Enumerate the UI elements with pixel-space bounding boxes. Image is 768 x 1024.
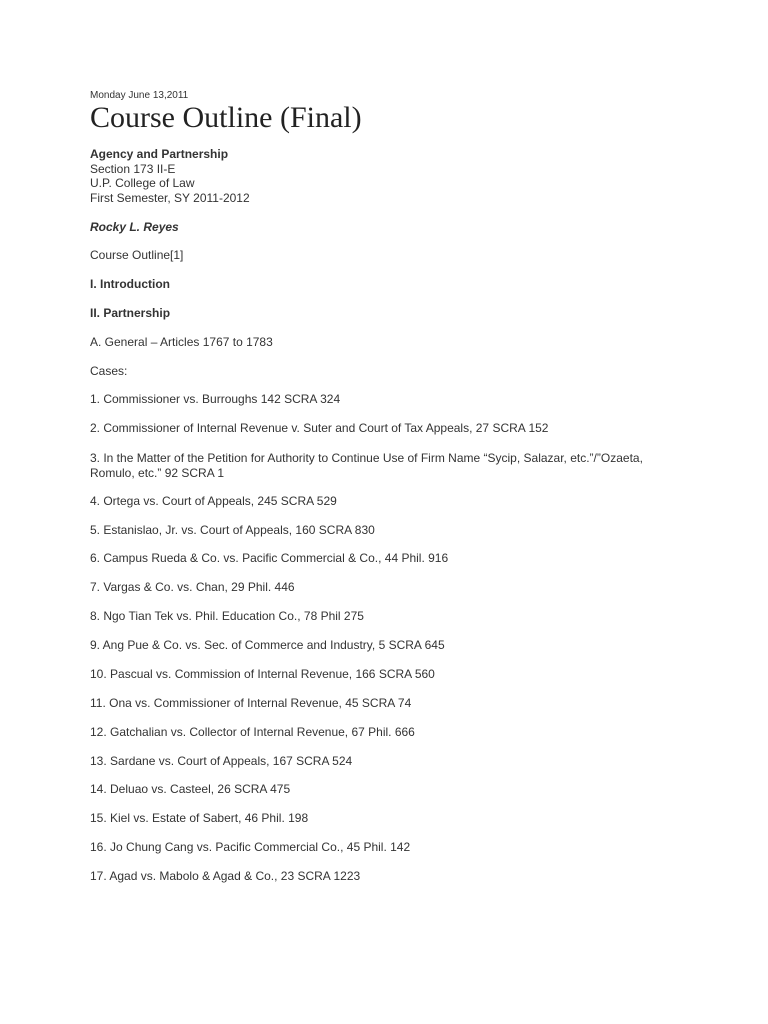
section-heading-partnership: II. Partnership bbox=[90, 306, 171, 320]
course-header bbox=[90, 147, 250, 205]
course-semester: First Semester, SY 2011-2012 bbox=[90, 190, 250, 205]
case-item: 1. Commissioner vs. Burroughs 142 SCRA 324 bbox=[90, 392, 341, 406]
course-name: Agency and Partnership bbox=[90, 147, 229, 161]
case-item: 11. Ona vs. Commissioner of Internal Revenue, 45 SCRA 74 bbox=[90, 696, 412, 710]
document-date: Monday June 13,2011 bbox=[90, 90, 189, 101]
case-item: 16. Jo Chung Cang vs. Pacific Commercial Co., 45 Phil. 142 bbox=[90, 840, 411, 854]
course-school: U.P. College of Law bbox=[90, 176, 195, 190]
case-item: 8. Ngo Tian Tek vs. Phil. Education Co., 78 Phil 275 bbox=[90, 609, 364, 623]
professor-name: Rocky L. Reyes bbox=[90, 220, 179, 234]
document-title: Course Outline (Final) bbox=[90, 101, 362, 134]
case-item: 4. Ortega vs. Court of Appeals, 245 SCRA 529 bbox=[90, 494, 337, 508]
case-item: 10. Pascual vs. Commission of Internal Revenue, 166 SCRA 560 bbox=[90, 667, 435, 681]
cases-label: Cases: bbox=[90, 364, 128, 378]
case-item: 14. Deluao vs. Casteel, 26 SCRA 475 bbox=[90, 782, 291, 796]
case-item: 9. Ang Pue & Co. vs. Sec. of Commerce and Industry, 5 SCRA 645 bbox=[90, 638, 445, 652]
case-item: 12. Gatchalian vs. Collector of Internal Revenue, 67 Phil. 666 bbox=[90, 725, 415, 739]
section-heading-introduction: I. Introduction bbox=[90, 277, 170, 291]
course-section: Section 173 II-E bbox=[90, 161, 176, 176]
outline-label: Course Outline[1] bbox=[90, 248, 184, 262]
case-item: 6. Campus Rueda & Co. vs. Pacific Commercial & Co., 44 Phil. 916 bbox=[90, 551, 449, 565]
case-item: 5. Estanislao, Jr. vs. Court of Appeals, 160 SCRA 830 bbox=[90, 523, 375, 537]
case-item: 2. Commissioner of Internal Revenue v. Suter and Court of Tax Appeals, 27 SCRA 152 bbox=[90, 421, 549, 435]
case-item: 13. Sardane vs. Court of Appeals, 167 SCRA 524 bbox=[90, 754, 353, 768]
case-item: 7. Vargas & Co. vs. Chan, 29 Phil. 446 bbox=[90, 580, 295, 594]
case-item: 15. Kiel vs. Estate of Sabert, 46 Phil. 198 bbox=[90, 811, 309, 825]
case-item: 3. In the Matter of the Petition for Authority to Continue Use of Firm Name “Sycip, Salazar, etc.”/”Ozaeta, Romulo, etc.” 92 SCRA 1 bbox=[90, 451, 643, 480]
case-item: 17. Agad vs. Mabolo & Agad & Co., 23 SCRA 1223 bbox=[90, 869, 361, 883]
subsection-heading-general: A. General – Articles 1767 to 1783 bbox=[90, 335, 273, 349]
